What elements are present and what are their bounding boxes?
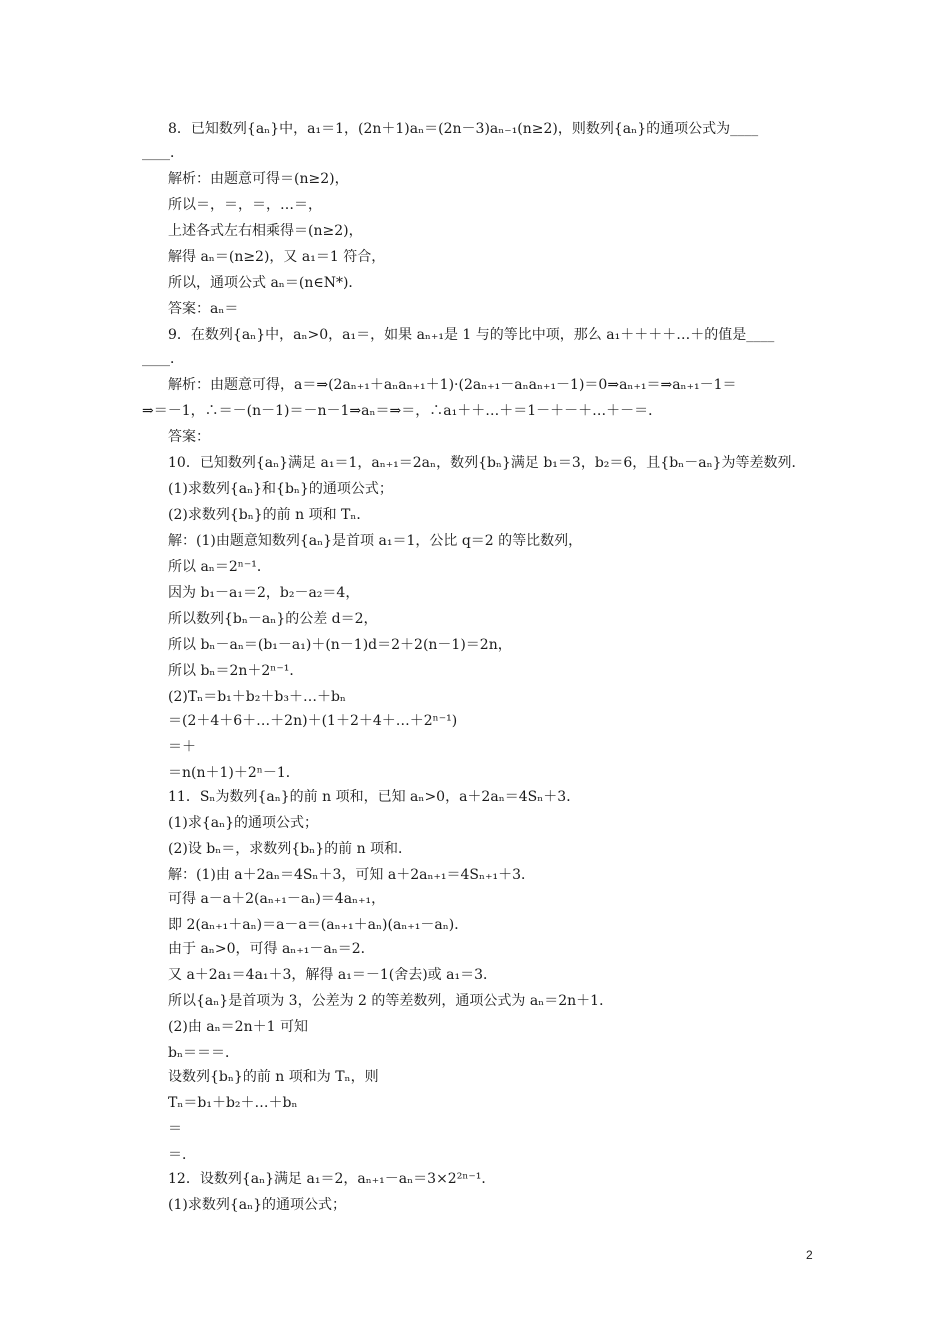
text-line: ＝	[168, 1121, 182, 1137]
text-line: 又 a＋2a₁＝4a₁＋3，解得 a₁＝－1(舍去)或 a₁＝3．	[168, 967, 497, 983]
text-line: 可得 a－a＋2(aₙ₊₁－aₙ)＝4aₙ₊₁，	[168, 891, 386, 907]
text-line: 所以 bₙ－aₙ＝(b₁－a₁)＋(n－1)d＝2＋2(n－1)＝2n，	[168, 637, 512, 653]
text-line: bₙ＝＝＝．	[168, 1045, 240, 1061]
text-line: 所以{aₙ}是首项为 3，公差为 2 的等差数列，通项公式为 aₙ＝2n＋1．	[168, 993, 614, 1009]
text-line: 所以，通项公式 aₙ＝(n∈N*)．	[168, 275, 363, 291]
text-line: (2)设 bₙ＝，求数列{bₙ}的前 n 项和．	[168, 841, 413, 857]
text-line: 所以＝，＝，＝，…＝，	[168, 197, 322, 213]
text-line: 解得 aₙ＝(n≥2)，又 a₁＝1 符合，	[168, 249, 386, 265]
text-line: 解：(1)由 a＋2aₙ＝4Sₙ＋3，可知 a＋2aₙ₊₁＝4Sₙ₊₁＋3．	[168, 867, 535, 883]
text-line: 解：(1)由题意知数列{aₙ}是首项 a₁＝1，公比 q＝2 的等比数列，	[168, 533, 583, 549]
text-line: (1)求数列{aₙ}的通项公式；	[168, 1197, 347, 1213]
text-line: 因为 b₁－a₁＝2，b₂－a₂＝4，	[168, 585, 360, 601]
text-line: (2)求数列{bₙ}的前 n 项和 Tₙ．	[168, 507, 371, 523]
text-line: (2)Tₙ＝b₁＋b₂＋b₃＋…＋bₙ	[168, 689, 346, 705]
text-line: 9．在数列{aₙ}中，aₙ>0，a₁＝，如果 aₙ₊₁是 1 与的等比中项，那么 a₁＋＋＋＋…＋的值是____	[168, 327, 775, 343]
text-line: (1)求{aₙ}的通项公式；	[168, 815, 319, 831]
text-line: 即 2(aₙ₊₁＋aₙ)＝a－a＝(aₙ₊₁＋aₙ)(aₙ₊₁－aₙ)．	[168, 917, 469, 933]
page-number: 2	[806, 1248, 813, 1262]
text-line: Tₙ＝b₁＋b₂＋…＋bₙ	[168, 1095, 298, 1111]
text-line: (1)求数列{aₙ}和{bₙ}的通项公式；	[168, 481, 393, 497]
text-line: 上述各式左右相乘得＝(n≥2)，	[168, 223, 363, 239]
text-line: 解析：由题意可得，a＝⇒(2aₙ₊₁＋aₙaₙ₊₁＋1)·(2aₙ₊₁－aₙaₙ₊₁－1)＝0⇒aₙ₊₁＝⇒aₙ₊₁－1＝	[168, 377, 737, 393]
text-line: 8．已知数列{aₙ}中，a₁＝1，(2n＋1)aₙ＝(2n－3)aₙ₋₁(n≥2)，则数列{aₙ}的通项公式为____	[168, 121, 759, 137]
text-line: 由于 aₙ>0，可得 aₙ₊₁－aₙ＝2．	[168, 941, 375, 957]
text-line: 答案：aₙ＝	[168, 301, 239, 317]
text-line: 设数列{bₙ}的前 n 项和为 Tₙ，则	[168, 1069, 379, 1085]
text-line: ＝＋	[168, 739, 196, 755]
text-line: 所以 bₙ＝2n＋2ⁿ⁻¹．	[168, 663, 304, 679]
text-line: 所以数列{bₙ－aₙ}的公差 d＝2，	[168, 611, 378, 627]
text-line: 答案：	[168, 429, 210, 445]
text-line: 11．Sₙ为数列{aₙ}的前 n 项和，已知 aₙ>0，a＋2aₙ＝4Sₙ＋3．	[168, 789, 581, 805]
text-line: ＝．	[168, 1147, 196, 1163]
text-line: 10．已知数列{aₙ}满足 a₁＝1，aₙ₊₁＝2aₙ，数列{bₙ}满足 b₁＝3，b₂＝6，且{bₙ－aₙ}为等差数列．	[168, 455, 806, 471]
text-line: (2)由 aₙ＝2n＋1 可知	[168, 1019, 308, 1035]
text-line: 12．设数列{aₙ}满足 a₁＝2，aₙ₊₁－aₙ＝3×2²ⁿ⁻¹．	[168, 1171, 496, 1187]
text-line: ⇒＝－1，∴＝－(n－1)＝－n－1⇒aₙ＝⇒＝，∴a₁＋＋…＋＝1－＋－＋…＋－＝．	[142, 403, 663, 419]
text-line: 解析：由题意可得＝(n≥2)，	[168, 171, 349, 187]
text-line: ____．	[142, 145, 184, 161]
text-line: 所以 aₙ＝2ⁿ⁻¹．	[168, 559, 271, 575]
text-line: ＝(2＋4＋6＋…＋2n)＋(1＋2＋4＋…＋2ⁿ⁻¹)	[168, 713, 458, 729]
text-line: ____．	[142, 351, 184, 367]
text-line: ＝n(n＋1)＋2ⁿ－1．	[168, 765, 300, 781]
